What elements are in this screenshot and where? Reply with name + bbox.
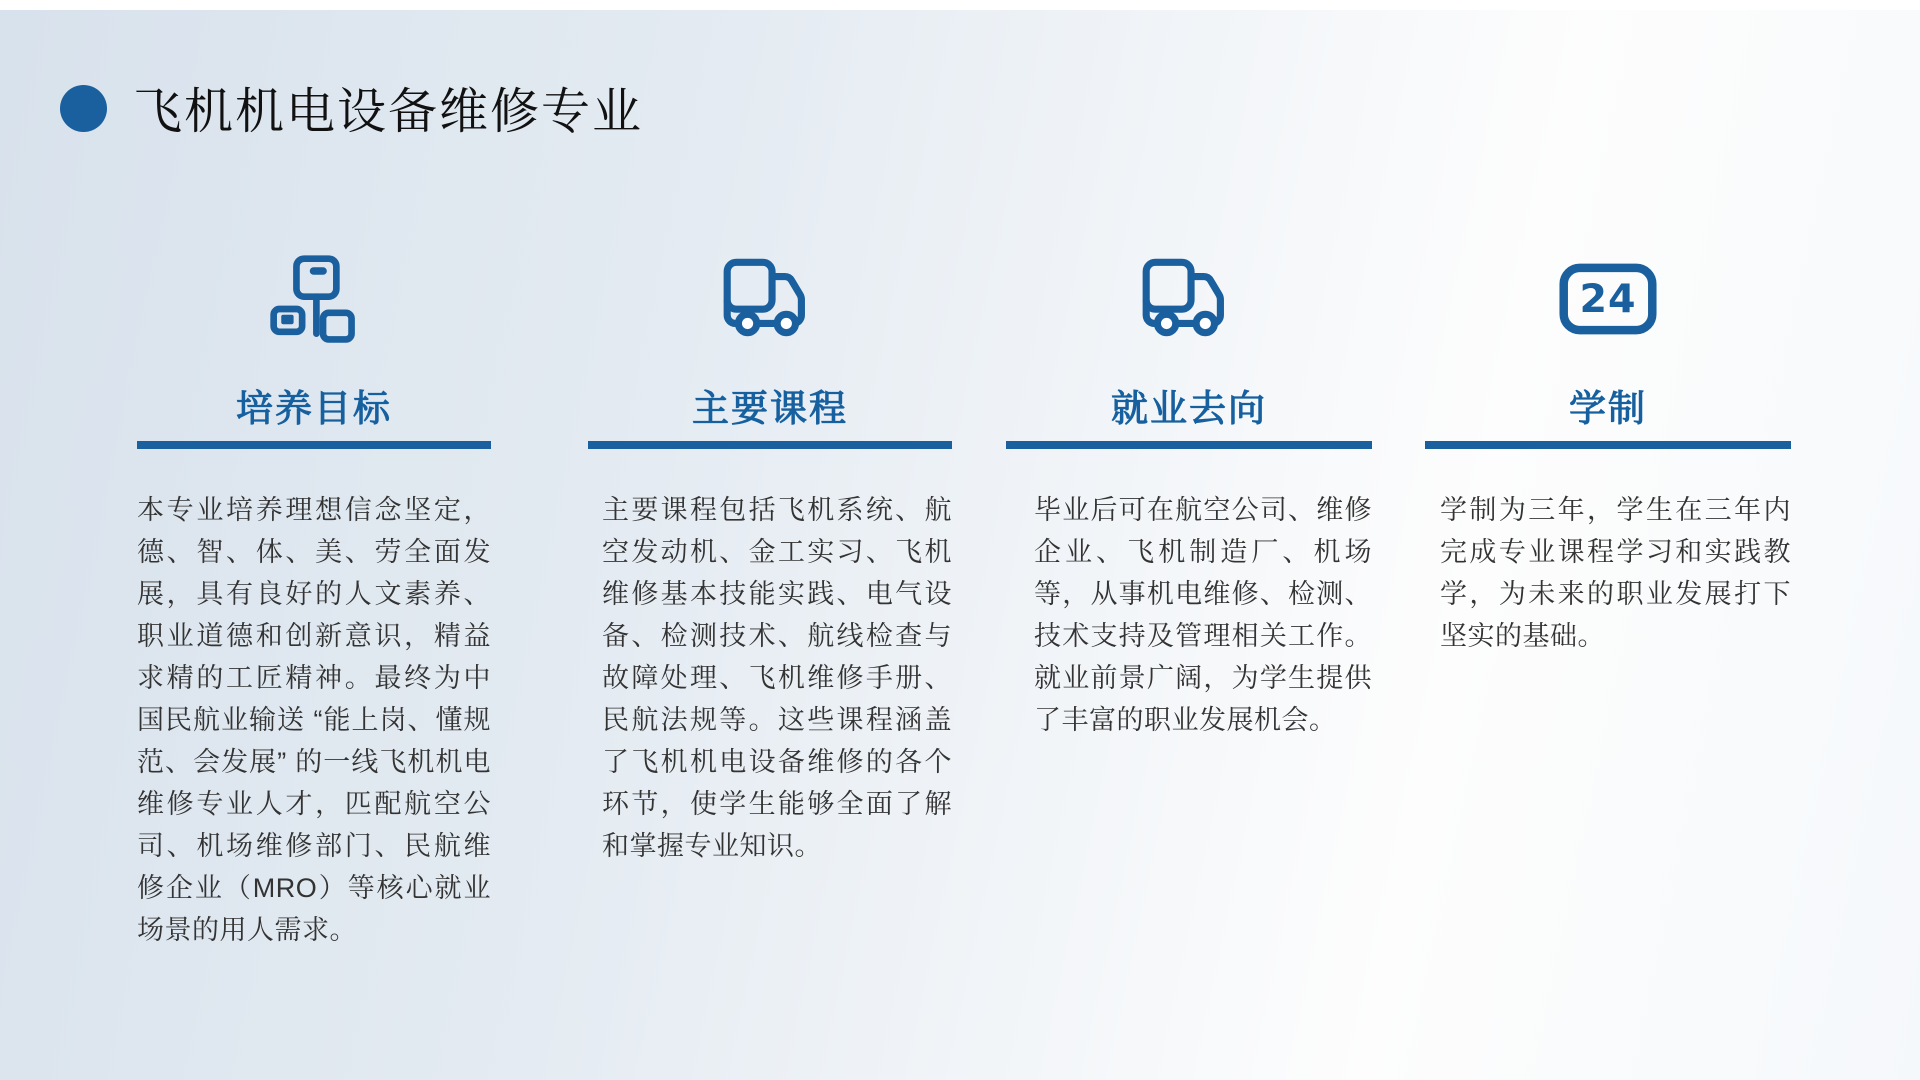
slide-header xyxy=(60,73,643,143)
column-body: 毕业后可在航空公司、维修企业、飞机制造厂、机场等，从事机电维修、检测、技术支持及管理相关工作。就业前景广阔，为学生提供了丰富的职业发展机会。 xyxy=(1034,495,1372,735)
column-duration xyxy=(1425,247,1791,657)
column-body: 学制为三年，学生在三年内完成专业课程学习和实践教学，为未来的职业发展打下坚实的基础。 xyxy=(1440,495,1791,651)
heading-underline xyxy=(137,441,491,449)
column-heading: 学制 xyxy=(1569,389,1647,430)
heading-underline xyxy=(1425,441,1791,449)
column-employment xyxy=(1006,247,1372,741)
page-title: 飞机机电设备维修专业 xyxy=(133,84,644,139)
heading-underline xyxy=(588,441,952,449)
title-bullet-dot xyxy=(60,85,107,132)
column-heading: 主要课程 xyxy=(692,389,848,430)
column-body: 本专业培养理想信念坚定，德、智、体、美、劳全面发展，具有良好的人文素养、职业道德和创新意识，精益求精的工匠精神。最终为中国民航业输送 “能上岗、懂规范、会发展” 的一线飞机机电维修专业人才，匹配航空公司、机场维修部门、民航维修企业（MRO）等核心就业场景的用人需求。 xyxy=(137,495,491,945)
badge-24-icon xyxy=(1425,247,1791,351)
column-heading: 培养目标 xyxy=(236,389,392,430)
column-body: 主要课程包括飞机系统、航空发动机、金工实习、飞机维修基本技能实践、电气设备、检测技术、航线检查与故障处理、飞机维修手册、民航法规等。这些课程涵盖了飞机机电设备维修的各个环节，使学生能够全面了解和掌握专业知识。 xyxy=(602,495,952,861)
top-white-strip xyxy=(0,0,1920,10)
truck-icon xyxy=(1006,247,1372,351)
badge-24-label: 24 xyxy=(1579,276,1637,323)
heading-underline xyxy=(1006,441,1372,449)
column-training-goals xyxy=(137,247,491,951)
column-heading: 就业去向 xyxy=(1111,389,1267,430)
truck-icon xyxy=(588,247,952,351)
column-main-courses xyxy=(588,247,952,867)
org-chart-icon xyxy=(137,247,491,351)
